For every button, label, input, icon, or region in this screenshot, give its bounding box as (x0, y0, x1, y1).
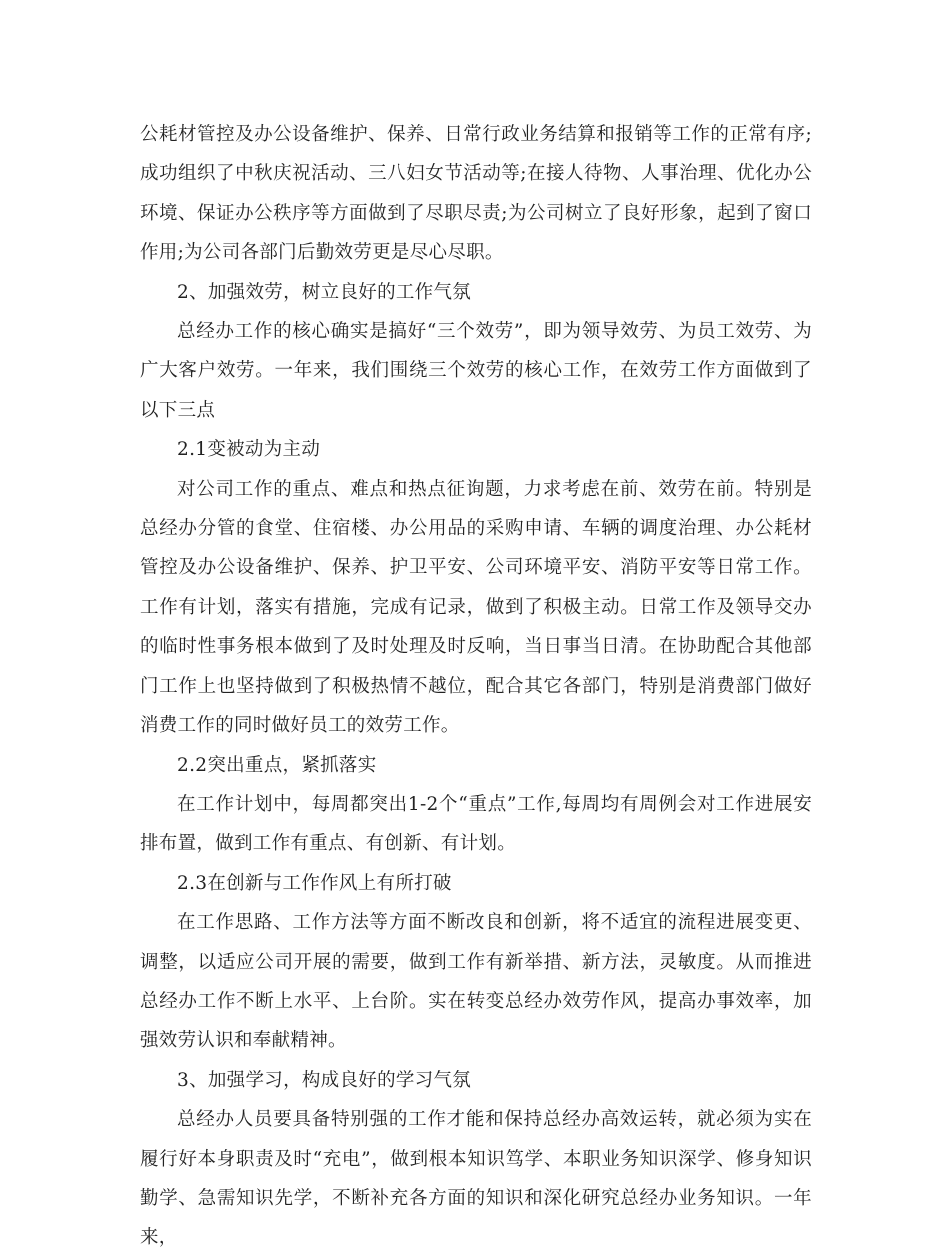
paragraph: 在工作思路、工作方法等方面不断改良和创新，将不适宜的流程进展变更、调整，以适应公司开展的需要，做到工作有新举措、新方法，灵敏度。从而推进总经办工作不断上水平、上台阶。实在转变总经办效劳作风，提高办事效率，加强效劳认识和奉献精神。 (140, 912, 812, 1052)
section-heading-2: 2、加强效劳，树立良好的工作气氛 (177, 281, 472, 303)
subsection-heading-2-2: 2.2突出重点，紧抓落实 (177, 754, 377, 776)
paragraph: 在工作计划中，每周都突出1-2个“重点”工作,每周均有周例会对工作进展安排布置，做到工作有重点、有创新、有计划。 (140, 793, 812, 855)
paragraph: 总经办人员要具备特别强的工作才能和保持总经办高效运转，就必须为实在履行好本身职责及时“充电”，做到根本知识笃学、本职业务知识深学、修身知识勤学、急需知识先学，不断补充各方面的知识和深化研究总经办业务知识。一年来， (140, 1109, 812, 1249)
paragraph-continued: 公耗材管控及办公设备维护、保养、日常行政业务结算和报销等工作的正常有序;成功组织了中秋庆祝活动、三八妇女节活动等;在接人待物、人事治理、优化办公环境、保证办公秩序等方面做到了尽职尽责;为公司树立了良好形象，起到了窗口作用;为公司各部门后勤效劳更是尽心尽职。 (140, 124, 812, 264)
paragraph: 对公司工作的重点、难点和热点征询题，力求考虑在前、效劳在前。特别是总经办分管的食堂、住宿楼、办公用品的采购申请、车辆的调度治理、办公耗材管控及办公设备维护、保养、护卫平安、公司环境平安、消防平安等日常工作。工作有计划，落实有措施，完成有记录，做到了积极主动。日常工作及领导交办的临时性事务根本做到了及时处理及时反响，当日事当日清。在协助配合其他部门工作上也坚持做到了积极热情不越位，配合其它各部门，特别是消费部门做好消费工作的同时做好员工的效劳工作。 (140, 478, 812, 737)
subsection-heading-2-3: 2.3在创新与工作作风上有所打破 (177, 872, 452, 894)
paragraph: 总经办工作的核心确实是搞好“三个效劳”，即为领导效劳、为员工效劳、为广大客户效劳。一年来，我们围绕三个效劳的核心工作，在效劳工作方面做到了以下三点 (140, 321, 812, 421)
subsection-heading-2-1: 2.1变被动为主动 (177, 439, 321, 461)
section-heading-3: 3、加强学习，构成良好的学习气氛 (177, 1069, 472, 1091)
